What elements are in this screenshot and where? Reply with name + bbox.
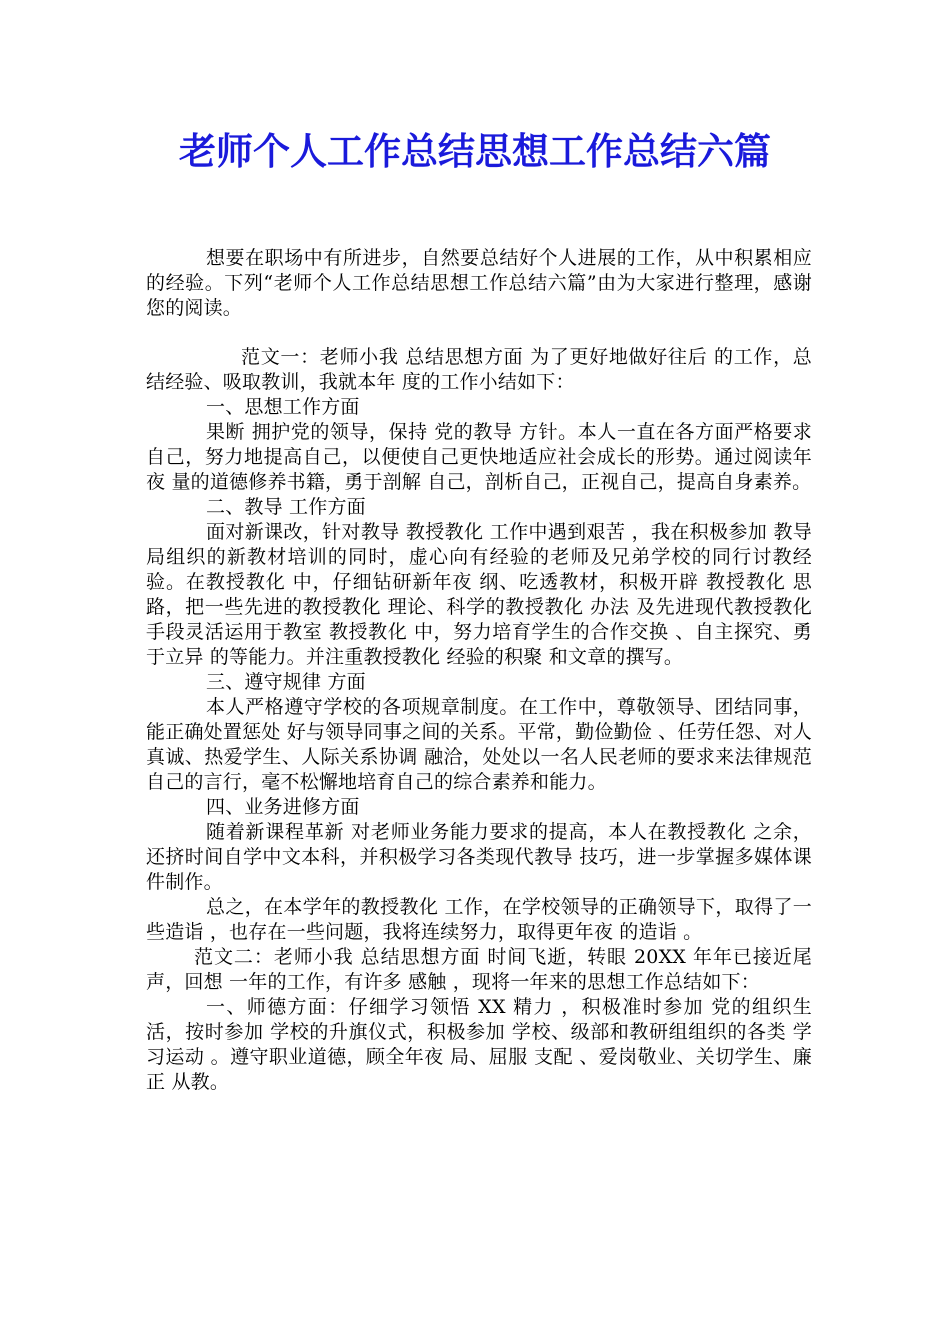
section-heading: 二、教导 工作方面 <box>206 496 366 518</box>
sample-one-intro: 范文一：老师小我 总结思想方面 为了更好地做好往后 的工作，总结经验、吸取教训，我就本年 度的工作小结如下： <box>146 346 812 393</box>
body-paragraph: 随着新课程革新 对老师业务能力要求的提高，本人在教授教化 之余，还挤时间自学中文本科，并积极学习各类现代教导 技巧，进一步掌握多媒体课件制作。 <box>146 821 812 893</box>
body-paragraph: 面对新课改，针对教导 教授教化 工作中遇到艰苦 ，我在积极参加 教导 局组织的新教材培训的同时，虚心向有经验的老师及兄弟学校的同行讨教经验。在教授教化 中，仔细钻研新年夜 纲、吃透教材，积极开辟 教授教化 思路，把一些先进的教授教化 理论、科学的教授教化 办法 及先进现代教授教化 手段灵活运用于教室 教授教化 中，努力培育学生的合作交换 、自主探究、勇于立异 的等能力。并注重教授教化 经验的积聚 和文章的撰写。 <box>146 521 812 668</box>
body-paragraph: 总之，在本学年的教授教化 工作，在学校领导的正确领导下，取得了一些造诣 ，也存在一些问题，我将连续努力，取得更年夜 的造诣 。 <box>146 896 812 943</box>
section-heading: 一、思想工作方面 <box>206 396 360 418</box>
section-heading: 四、业务进修方面 <box>206 796 360 818</box>
document-title: 老师个人工作总结思想工作总结六篇 <box>179 129 771 173</box>
section-heading: 三、遵守规律 方面 <box>206 671 366 693</box>
intro-paragraph: 想要在职场中有所进步，自然要总结好个人进展的工作，从中积累相应的经验。下列“老师个人工作总结思想工作总结六篇”由为大家进行整理，感谢您的阅读。 <box>146 247 812 319</box>
body-paragraph: 果断 拥护党的领导，保持 党的教导 方针。本人一直在各方面严格要求自己，努力地提高自己，以便使自己更快地适应社会成长的形势。通过阅读年夜 量的道德修养书籍，勇于剖解 自己，剖析自己，正视自己，提高自身素养。 <box>146 421 812 493</box>
body-paragraph: 本人严格遵守学校的各项规章制度。在工作中，尊敬领导、团结同事，能正确处置惩处 好与领导同事之间的关系。平常，勤俭勤俭 、任劳任怨、对人真诚、热爱学生、人际关系协调 融洽，处处以一名人民老师的要求来法律规范自己的言行，毫不松懈地培育自己的综合素养和能力。 <box>146 696 812 793</box>
sample-two-intro: 范文二：老师小我 总结思想方面 时间飞逝，转眼 20XX 年年已接近尾声，回想 一年的工作，有许多 感触 ，现将一年来的思想工作总结如下： <box>146 946 812 993</box>
document-body <box>146 246 812 1095</box>
body-paragraph: 一、师德方面：仔细学习领悟 XX 精力 ，积极准时参加 党的组织生活，按时参加 学校的升旗仪式，积极参加 学校、级部和教研组组织的各类 学习运动 。遵守职业道德，顾全年夜 局、屈服 支配 、爱岗敬业、关切学生、廉正 从教。 <box>146 996 812 1093</box>
